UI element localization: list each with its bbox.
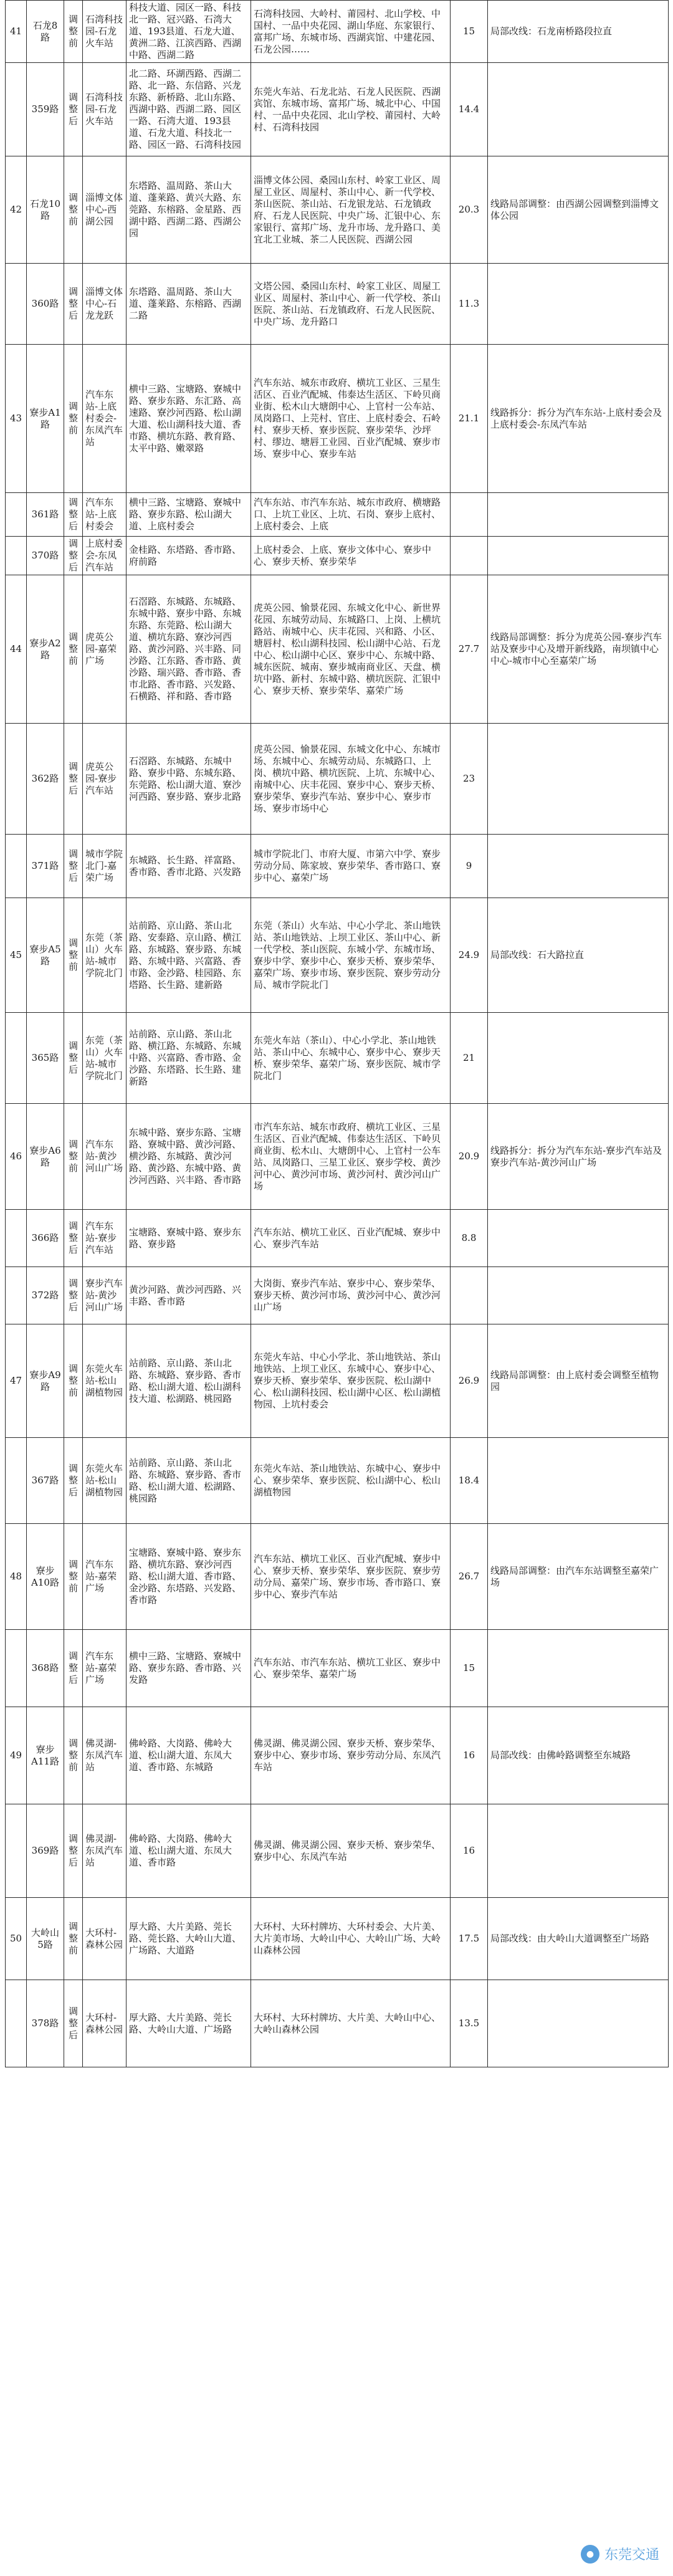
adjust-status: 调整前 <box>64 1524 83 1630</box>
station-list: 大岗街、寮步汽车站、寮步中心、寮步荣华、寮步天桥、黄沙河市场、黄沙河中心、黄沙河山广场 <box>251 1267 451 1324</box>
terminal-stops: 东莞（茶山）火车站-城市学院北门 <box>83 898 126 1013</box>
road-list: 北二路、环湖西路、西湖二路、北一路、东信路、兴龙东路、新桥路、北山东路、西湖中路、西湖二路、园区一路、石湾大道、193县道、石龙大道、科技北一路、园区一路、石湾科技园 <box>126 63 251 156</box>
route-length: 26.9 <box>451 1324 488 1438</box>
route-length: 21.1 <box>451 345 488 493</box>
adjust-note <box>488 1804 669 1898</box>
table-row <box>6 1980 669 2067</box>
terminal-stops: 东莞火车站-松山湖植物园 <box>83 1324 126 1438</box>
row-number <box>6 835 27 898</box>
route-name: 360路 <box>27 264 64 345</box>
adjust-note: 局部改线：石龙南桥路段拉直 <box>488 1 669 63</box>
table-row <box>6 1898 669 1980</box>
row-number <box>6 1804 27 1898</box>
row-number <box>6 1630 27 1707</box>
station-list: 东莞（茶山）火车站、中心小学北、茶山地铁站、茶山地铁站、上坝工业区、茶山中心、新一代学校、茶山医院、东城小学、东城市场、寮步中学、寮步中心、寮步天桥、寮步荣华、嘉荣广场、寮步市场、寮步医院、寮步劳动分局、城市学院北门 <box>251 898 451 1013</box>
adjust-status: 调整后 <box>64 1630 83 1707</box>
road-list: 站前路、京山路、茶山北路、东城路、寮步路、香市路、松山湖大道、松湖路、桃园路 <box>126 1438 251 1524</box>
station-list: 虎英公园、愉景花园、东城文化中心、新世界花园、东城劳动局、东城路口、上岗、上横坑路站、南城中心、庆丰花园、兴和路、小区、塘唇村、松山湖科技园、松山湖中心站、石龙中心、松山湖中心区、寮步中心、东城中路、城东医院、城南、寮步城南商业区、天盘、横坑中路、新村、东城中路、横坑医院、汇银中心、寮步天桥、寮步荣华、嘉荣广场 <box>251 575 451 724</box>
row-number: 47 <box>6 1324 27 1438</box>
terminal-stops: 上底村委会-东凤汽车站 <box>83 537 126 575</box>
terminal-stops: 汽车东站-嘉荣广场 <box>83 1630 126 1707</box>
station-list: 汽车东站、市汽车东站、横坑工业区、寮步中心、寮步荣华、嘉荣广场 <box>251 1630 451 1707</box>
route-name: 石龙10路 <box>27 156 64 264</box>
adjust-note: 线路局部调整：由西湖公园调整到淄博文体公园 <box>488 156 669 264</box>
table-row <box>6 575 669 724</box>
station-list: 汽车东站、横坑工业区、百业汽配城、寮步中心、寮步汽车站 <box>251 1210 451 1267</box>
route-name: 362路 <box>27 724 64 835</box>
table-row <box>6 898 669 1013</box>
row-number: 44 <box>6 575 27 724</box>
adjust-status: 调整前 <box>64 156 83 264</box>
route-length: 16 <box>451 1804 488 1898</box>
route-length: 15 <box>451 1 488 63</box>
table-row <box>6 63 669 156</box>
terminal-stops: 石湾科技园-石龙火车站 <box>83 1 126 63</box>
adjust-note <box>488 1438 669 1524</box>
station-list: 汽车东站、城东市政府、横坑工业区、三星生活区、百业汽配城、伟泰达生活区、下岭贝商业街、松木山大塘朗中心、上官村一公车站、凤岗路口、上芫村、官庄、上底村委会、石岭村、寮步天桥、寮步医院、寮步荣华、沙坪村、缪边、塘唇工业园、百业汽配城、寮步市场、寮步中心、寮步车站 <box>251 345 451 493</box>
adjust-status: 调整后 <box>64 724 83 835</box>
terminal-stops: 淄博文体中心-西湖公园 <box>83 156 126 264</box>
route-name: 寮步A9路 <box>27 1324 64 1438</box>
road-list: 横中三路、宝塘路、寮城中路、寮步东路、东汇路、高速路、寮沙河西路、松山湖大道、松山湖科技大道、香市路、横坑东路、教育路、太平中路、嫩翠路 <box>126 345 251 493</box>
row-number <box>6 1438 27 1524</box>
station-list: 汽车东站、横坑工业区、百业汽配城、寮步中心、寮步天桥、寮步荣华、寮步医院、寮步劳动分局、嘉荣广场、寮步市场、香市路口、寮步中心、寮步汽车站 <box>251 1524 451 1630</box>
station-list: 东莞火车站、茶山地铁站、东城中心、寮步中心、寮步荣华、寮步医院、松山湖中心、松山湖植物园 <box>251 1438 451 1524</box>
road-list: 黄沙河路、黄沙河西路、兴丰路、香市路 <box>126 1267 251 1324</box>
row-number <box>6 63 27 156</box>
table-row <box>6 1630 669 1707</box>
route-name: 372路 <box>27 1267 64 1324</box>
station-list: 市汽车东站、城东市政府、横坑工业区、三星生活区、百业汽配城、伟泰达生活区、下岭贝商业街、松木山、大塘朗中心、上官村一公车站、凤岗路口、三星工业区、寮步学校、黄沙河中心、黄沙河市场、黄沙河村、黄沙河山广场 <box>251 1104 451 1210</box>
terminal-stops: 汽车东站-寮步汽车站 <box>83 1210 126 1267</box>
route-length: 15 <box>451 1630 488 1707</box>
adjust-status: 调整后 <box>64 1013 83 1104</box>
row-number <box>6 1013 27 1104</box>
station-list: 虎英公园、愉景花园、东城文化中心、东城市场、东城中心、东城劳动局、东城路口、上岗、横坑中路、横坑医院、上坑、东城中心、南城中心、庆丰花园、寮步中心、寮步天桥、寮步荣华、寮步汽车站、寮步中心、寮步市场、寮步市场中心 <box>251 724 451 835</box>
adjust-status: 调整后 <box>64 1267 83 1324</box>
adjust-status: 调整后 <box>64 1804 83 1898</box>
route-length: 24.9 <box>451 898 488 1013</box>
route-length: 26.7 <box>451 1524 488 1630</box>
route-length: 16 <box>451 1707 488 1804</box>
adjust-status: 调整后 <box>64 1210 83 1267</box>
terminal-stops: 东莞火车站-松山湖植物园 <box>83 1438 126 1524</box>
adjust-status: 调整前 <box>64 1707 83 1804</box>
road-list: 科技大道、园区一路、科技北一路、冠兴路、石湾大道、193县道、石龙大道、黄洲二路、江滨西路、西湖中路、西湖二路 <box>126 1 251 63</box>
road-list: 金桂路、东塔路、香市路、府前路 <box>126 537 251 575</box>
route-length: 17.5 <box>451 1898 488 1980</box>
row-number: 45 <box>6 898 27 1013</box>
station-list: 东莞火车站（茶山）、中心小学北、茶山地铁站、茶山中心、东城中心、寮步中心、寮步天桥、寮步荣华、嘉荣广场、寮步医院、城市学院北门 <box>251 1013 451 1104</box>
route-length: 20.9 <box>451 1104 488 1210</box>
route-name: 寮步A10路 <box>27 1524 64 1630</box>
road-list: 东塔路、温周路、茶山大道、蓬莱路、东榕路、西湖二路 <box>126 264 251 345</box>
row-number: 46 <box>6 1104 27 1210</box>
terminal-stops: 大环村-森林公园 <box>83 1980 126 2067</box>
adjust-status: 调整前 <box>64 1 83 63</box>
road-list: 站前路、京山路、茶山北路、横江路、东城路、东城中路、兴富路、香市路、金沙路、东塔路、长生路、建新路 <box>126 1013 251 1104</box>
road-list: 宝塘路、寮城中路、寮步东路、寮步路 <box>126 1210 251 1267</box>
route-name: 359路 <box>27 63 64 156</box>
road-list: 厚大路、大片美路、莞长路、莞长路、大岭山大道、广场路、大道路 <box>126 1898 251 1980</box>
route-length: 27.7 <box>451 575 488 724</box>
terminal-stops: 淄博文体中心-石龙龙跃 <box>83 264 126 345</box>
table-row <box>6 264 669 345</box>
station-list: 佛灵湖、佛灵湖公园、寮步天桥、寮步荣华、寮步中心、东凤汽车站 <box>251 1804 451 1898</box>
adjust-note <box>488 1210 669 1267</box>
station-list: 佛灵湖、佛灵湖公园、寮步天桥、寮步荣华、寮步中心、寮步市场、寮步劳动分局、东凤汽车站 <box>251 1707 451 1804</box>
station-list: 淄博文体公园、桑园山东村、岭家工业区、周屋工业区、周屋村、茶山中心、新一代学校、茶山医院、茶山站、石龙银龙站、石龙镇政府、石龙人民医院、中央广场、汇银中心、东家银行、富邦广场、龙升市场、龙升路口、美宜北工业城、茶二人民医院、西湖公园 <box>251 156 451 264</box>
adjust-note: 线路拆分：拆分为汽车东站-寮步汽车站及寮步汽车站-黄沙河山广场 <box>488 1104 669 1210</box>
table-row <box>6 1267 669 1324</box>
row-number <box>6 1210 27 1267</box>
row-number: 49 <box>6 1707 27 1804</box>
road-list: 横中三路、宝塘路、寮城中路、寮步东路、香市路、兴发路 <box>126 1630 251 1707</box>
table-row <box>6 1 669 63</box>
table-row <box>6 1324 669 1438</box>
route-length: 23 <box>451 724 488 835</box>
station-list: 大环村、大环村牌坊、大片美、大岭山中心、大岭山森林公园 <box>251 1980 451 2067</box>
adjust-note: 线路局部调整：拆分为虎英公园-寮步汽车站及寮步中心及增开新线路，南坝镇中心中心-城市中心至嘉荣广场 <box>488 575 669 724</box>
adjust-status: 调整前 <box>64 345 83 493</box>
route-name: 石龙8路 <box>27 1 64 63</box>
station-list: 大环村、大环村牌坊、大环村委会、大片美、大片美市场、大岭山中心、大岭山广场、大岭山森林公园 <box>251 1898 451 1980</box>
row-number: 48 <box>6 1524 27 1630</box>
adjust-note <box>488 835 669 898</box>
route-name: 368路 <box>27 1630 64 1707</box>
route-length: 21 <box>451 1013 488 1104</box>
wechat-icon: ● <box>581 2545 599 2564</box>
terminal-stops: 虎英公园-寮步汽车站 <box>83 724 126 835</box>
row-number <box>6 537 27 575</box>
road-list: 横中三路、宝塘路、寮城中路、寮步东路、松山湖大道、上底村委会 <box>126 493 251 537</box>
route-name: 361路 <box>27 493 64 537</box>
station-list: 汽车东站、市汽车东站、城东市政府、横塘路口、上坑工业区、上坑、石岗、寮步上底村、上底村委会、上底 <box>251 493 451 537</box>
adjust-note: 线路拆分：拆分为汽车东站-上底村委会及上底村委会-东凤汽车站 <box>488 345 669 493</box>
terminal-stops: 虎英公园-嘉荣广场 <box>83 575 126 724</box>
adjust-note: 线路局部调整：由上底村委会调整至植物园 <box>488 1324 669 1438</box>
road-list: 站前路、京山路、茶山北路、东城路、寮步路、香市路、松山湖大道、松山湖科技大道、松湖路、桃园路 <box>126 1324 251 1438</box>
row-number <box>6 264 27 345</box>
route-name: 367路 <box>27 1438 64 1524</box>
adjust-note: 局部改线：由佛岭路调整至东城路 <box>488 1707 669 1804</box>
adjust-note <box>488 724 669 835</box>
row-number: 50 <box>6 1898 27 1980</box>
table-row <box>6 1210 669 1267</box>
adjust-note <box>488 63 669 156</box>
table-row <box>6 835 669 898</box>
route-name: 寮步A11路 <box>27 1707 64 1804</box>
terminal-stops: 汽车东站-嘉荣广场 <box>83 1524 126 1630</box>
adjust-status: 调整前 <box>64 1324 83 1438</box>
road-list: 宝塘路、寮城中路、寮步东路、横坑东路、寮沙河西路、松山湖大道、香市路、金沙路、东塔路、兴发路、香市路 <box>126 1524 251 1630</box>
adjust-status: 调整后 <box>64 1438 83 1524</box>
route-name: 365路 <box>27 1013 64 1104</box>
table-row <box>6 493 669 537</box>
route-length: 18.4 <box>451 1438 488 1524</box>
table-row <box>6 1524 669 1630</box>
route-name: 370路 <box>27 537 64 575</box>
adjust-status: 调整后 <box>64 835 83 898</box>
station-list: 石湾科技园、大岭村、莆园村、北山学校、中国村、一品中央花园、湖山华庭、东家银行、富邦广场、东城市场、西湖宾馆、中建花园、石龙公园…… <box>251 1 451 63</box>
road-list: 厚大路、大片美路、莞长路、大岭山大道、广场路 <box>126 1980 251 2067</box>
road-list: 东城路、长生路、祥富路、香市路、香市北路、兴发路 <box>126 835 251 898</box>
road-list: 站前路、京山路、茶山北路、安泰路、京山路、横江路、东城路、寮步路、东城路、东城中路、兴富路、香市路、金沙路、桂园路、东塔路、长生路、建新路 <box>126 898 251 1013</box>
station-list: 上底村委会、上底、寮步文体中心、寮步中心、寮步天桥、寮步荣华 <box>251 537 451 575</box>
adjust-status: 调整前 <box>64 575 83 724</box>
adjust-note <box>488 1980 669 2067</box>
route-length: 13.5 <box>451 1980 488 2067</box>
adjust-status: 调整前 <box>64 898 83 1013</box>
adjust-status: 调整后 <box>64 493 83 537</box>
table-row <box>6 345 669 493</box>
adjust-status: 调整后 <box>64 63 83 156</box>
adjust-note <box>488 1267 669 1324</box>
terminal-stops: 城市学院北门-嘉荣广场 <box>83 835 126 898</box>
route-name: 371路 <box>27 835 64 898</box>
route-length: 14.4 <box>451 63 488 156</box>
row-number: 42 <box>6 156 27 264</box>
route-length: 9 <box>451 835 488 898</box>
adjust-note <box>488 1630 669 1707</box>
terminal-stops: 汽车东站-上底村委会 <box>83 493 126 537</box>
adjust-note: 局部改线：石大路拉直 <box>488 898 669 1013</box>
road-list: 石滘路、东城路、东城路、东城中路、寮步中路、东城东路、东莞路、松山湖大道、横坑东路、寮沙河西路、黄沙河路、兴丰路、同沙路、江东路、香市路、黄沙路、瑞兴路、香市路、香市北路、香市路、兴发路、石横路、祥和路、香市路 <box>126 575 251 724</box>
bus-route-table <box>5 0 669 2067</box>
adjust-note: 局部改线：由大岭山大道调整至广场路 <box>488 1898 669 1980</box>
terminal-stops: 东莞（茶山）火车站-城市学院北门 <box>83 1013 126 1104</box>
row-number <box>6 1267 27 1324</box>
table-row <box>6 1804 669 1898</box>
adjust-note <box>488 493 669 537</box>
route-name: 寮步A6路 <box>27 1104 64 1210</box>
adjust-note <box>488 264 669 345</box>
route-name: 大岭山5路 <box>27 1898 64 1980</box>
route-name: 378路 <box>27 1980 64 2067</box>
adjust-status: 调整后 <box>64 1980 83 2067</box>
road-list: 东城中路、寮步东路、宝塘路、寮城中路、黄沙河路、横沙路、东城路、黄沙河路、黄沙路、东城中路、黄沙河西路、兴丰路、香市路 <box>126 1104 251 1210</box>
terminal-stops: 石湾科技园-石龙火车站 <box>83 63 126 156</box>
watermark <box>581 2544 659 2564</box>
station-list: 城市学院北门、市府大厦、市第六中学、寮步劳动分局、陈家坡、寮步荣华、香市路口、寮步中心、嘉荣广场 <box>251 835 451 898</box>
adjust-status: 调整前 <box>64 1104 83 1210</box>
station-list: 东莞火车站、石龙北站、石龙人民医院、西湖宾馆、东城市场、富邦广场、城北中心、中国村、一品中央花园、北山学校、莆园村、大岭村、石湾科技园 <box>251 63 451 156</box>
terminal-stops: 汽车东站-上底村委会-东凤汽车站 <box>83 345 126 493</box>
terminal-stops: 佛灵湖-东凤汽车站 <box>83 1707 126 1804</box>
table-row <box>6 1438 669 1524</box>
table-row <box>6 537 669 575</box>
adjust-note <box>488 537 669 575</box>
row-number <box>6 493 27 537</box>
route-name: 寮步A5路 <box>27 898 64 1013</box>
adjust-status: 调整前 <box>64 1898 83 1980</box>
row-number <box>6 724 27 835</box>
table-row <box>6 1104 669 1210</box>
route-length <box>451 1267 488 1324</box>
row-number <box>6 1980 27 2067</box>
terminal-stops: 汽车东站-黄沙河山广场 <box>83 1104 126 1210</box>
road-list: 东塔路、温周路、茶山大道、蓬莱路、黄兴大路、东莞路、东榕路、金星路、西湖中路、西湖二路、西湖公园 <box>126 156 251 264</box>
adjust-note <box>488 1013 669 1104</box>
table-row <box>6 1013 669 1104</box>
route-length: 11.3 <box>451 264 488 345</box>
row-number: 43 <box>6 345 27 493</box>
route-name: 寮步A1路 <box>27 345 64 493</box>
table-row <box>6 1707 669 1804</box>
adjust-status: 调整后 <box>64 537 83 575</box>
road-list: 佛岭路、大岗路、佛岭大道、松山湖大道、东凤大道、香市路、东城路 <box>126 1707 251 1804</box>
road-list: 石滘路、东城路、东城中路、寮步中路、东城东路、东莞路、松山湖大道、寮沙河西路、寮步路、寮步北路 <box>126 724 251 835</box>
route-name: 寮步A2路 <box>27 575 64 724</box>
route-length: 8.8 <box>451 1210 488 1267</box>
route-length <box>451 493 488 537</box>
station-list: 文塔公园、桑园山东村、岭家工业区、周屋工业区、周屋村、茶山中心、新一代学校、茶山医院、茶山站、石龙镇政府、石龙人民医院、中央广场、龙升路口 <box>251 264 451 345</box>
adjust-status: 调整后 <box>64 264 83 345</box>
route-name: 366路 <box>27 1210 64 1267</box>
station-list: 东莞火车站、中心小学北、茶山地铁站、茶山地铁站、上坝工业区、东城中心、寮步中心、寮步天桥、寮步荣华、寮步医院、松山湖中心、松山湖科技园、松山湖中心区、松山湖植物园、上坑村委会 <box>251 1324 451 1438</box>
terminal-stops: 佛灵湖-东凤汽车站 <box>83 1804 126 1898</box>
route-length <box>451 537 488 575</box>
terminal-stops: 寮步汽车站-黄沙河山广场 <box>83 1267 126 1324</box>
terminal-stops: 大环村-森林公园 <box>83 1898 126 1980</box>
table-row <box>6 724 669 835</box>
route-name: 369路 <box>27 1804 64 1898</box>
watermark-text: 东莞交通 <box>604 2547 659 2563</box>
route-length: 20.3 <box>451 156 488 264</box>
table-row <box>6 156 669 264</box>
row-number: 41 <box>6 1 27 63</box>
road-list: 佛岭路、大岗路、佛岭大道、松山湖大道、东凤大道、香市路 <box>126 1804 251 1898</box>
adjust-note: 线路局部调整：由汽车东站调整至嘉荣广场 <box>488 1524 669 1630</box>
